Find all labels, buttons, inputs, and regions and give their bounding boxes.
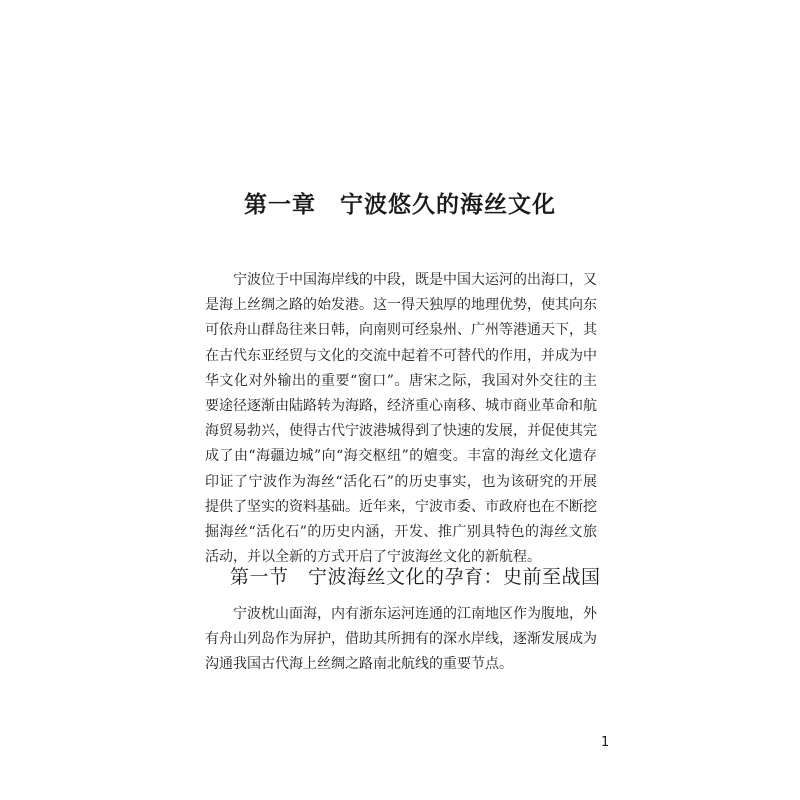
chapter-title: 第一章 宁波悠久的海丝文化 [244,192,556,218]
section-title: 第一节 宁波海丝文化的孕育：史前至战国 [230,566,601,588]
page-number: 1 [601,735,610,750]
section-paragraph: 宁波枕山面海，内有浙东运河连通的江南地区作为腹地，外有舟山列岛作为屏护，借助其所拥有的深水岸线，逐渐发展成为沟通我国古代海上丝绸之路南北航线的重要节点。 [205,606,597,673]
chapter-intro-paragraph: 宁波位于中国海岸线的中段，既是中国大运河的出海口，又是海上丝绸之路的始发港。这一得天独厚的地理优势，使其向东可依舟山群岛往来日韩，向南则可经泉州、广州等港通天下，其在古代东亚经贸与文化的交流中起着不可替代的作用，并成为中华文化对外输出的重要“窗口”。唐宋之际，我国对外交往的主要途径逐渐由陆路转为海路，经济重心南移、城市商业革命和航海贸易勃兴，使得古代宁波港城得到了快速的发展，并促使其完成了由“海疆边城”向“海交枢纽”的嬗变。丰富的海丝文化遗存印证了宁波作为海丝“活化石”的历史事实，也为该研究的开展提供了坚实的资料基础。近年来，宁波市委、市政府也在不断挖掘海丝“活化石”的历史内涵，开发、推广别具特色的海丝文旅活动，并以全新的方式开启了宁波海丝文化的新航程。 [205,272,597,566]
